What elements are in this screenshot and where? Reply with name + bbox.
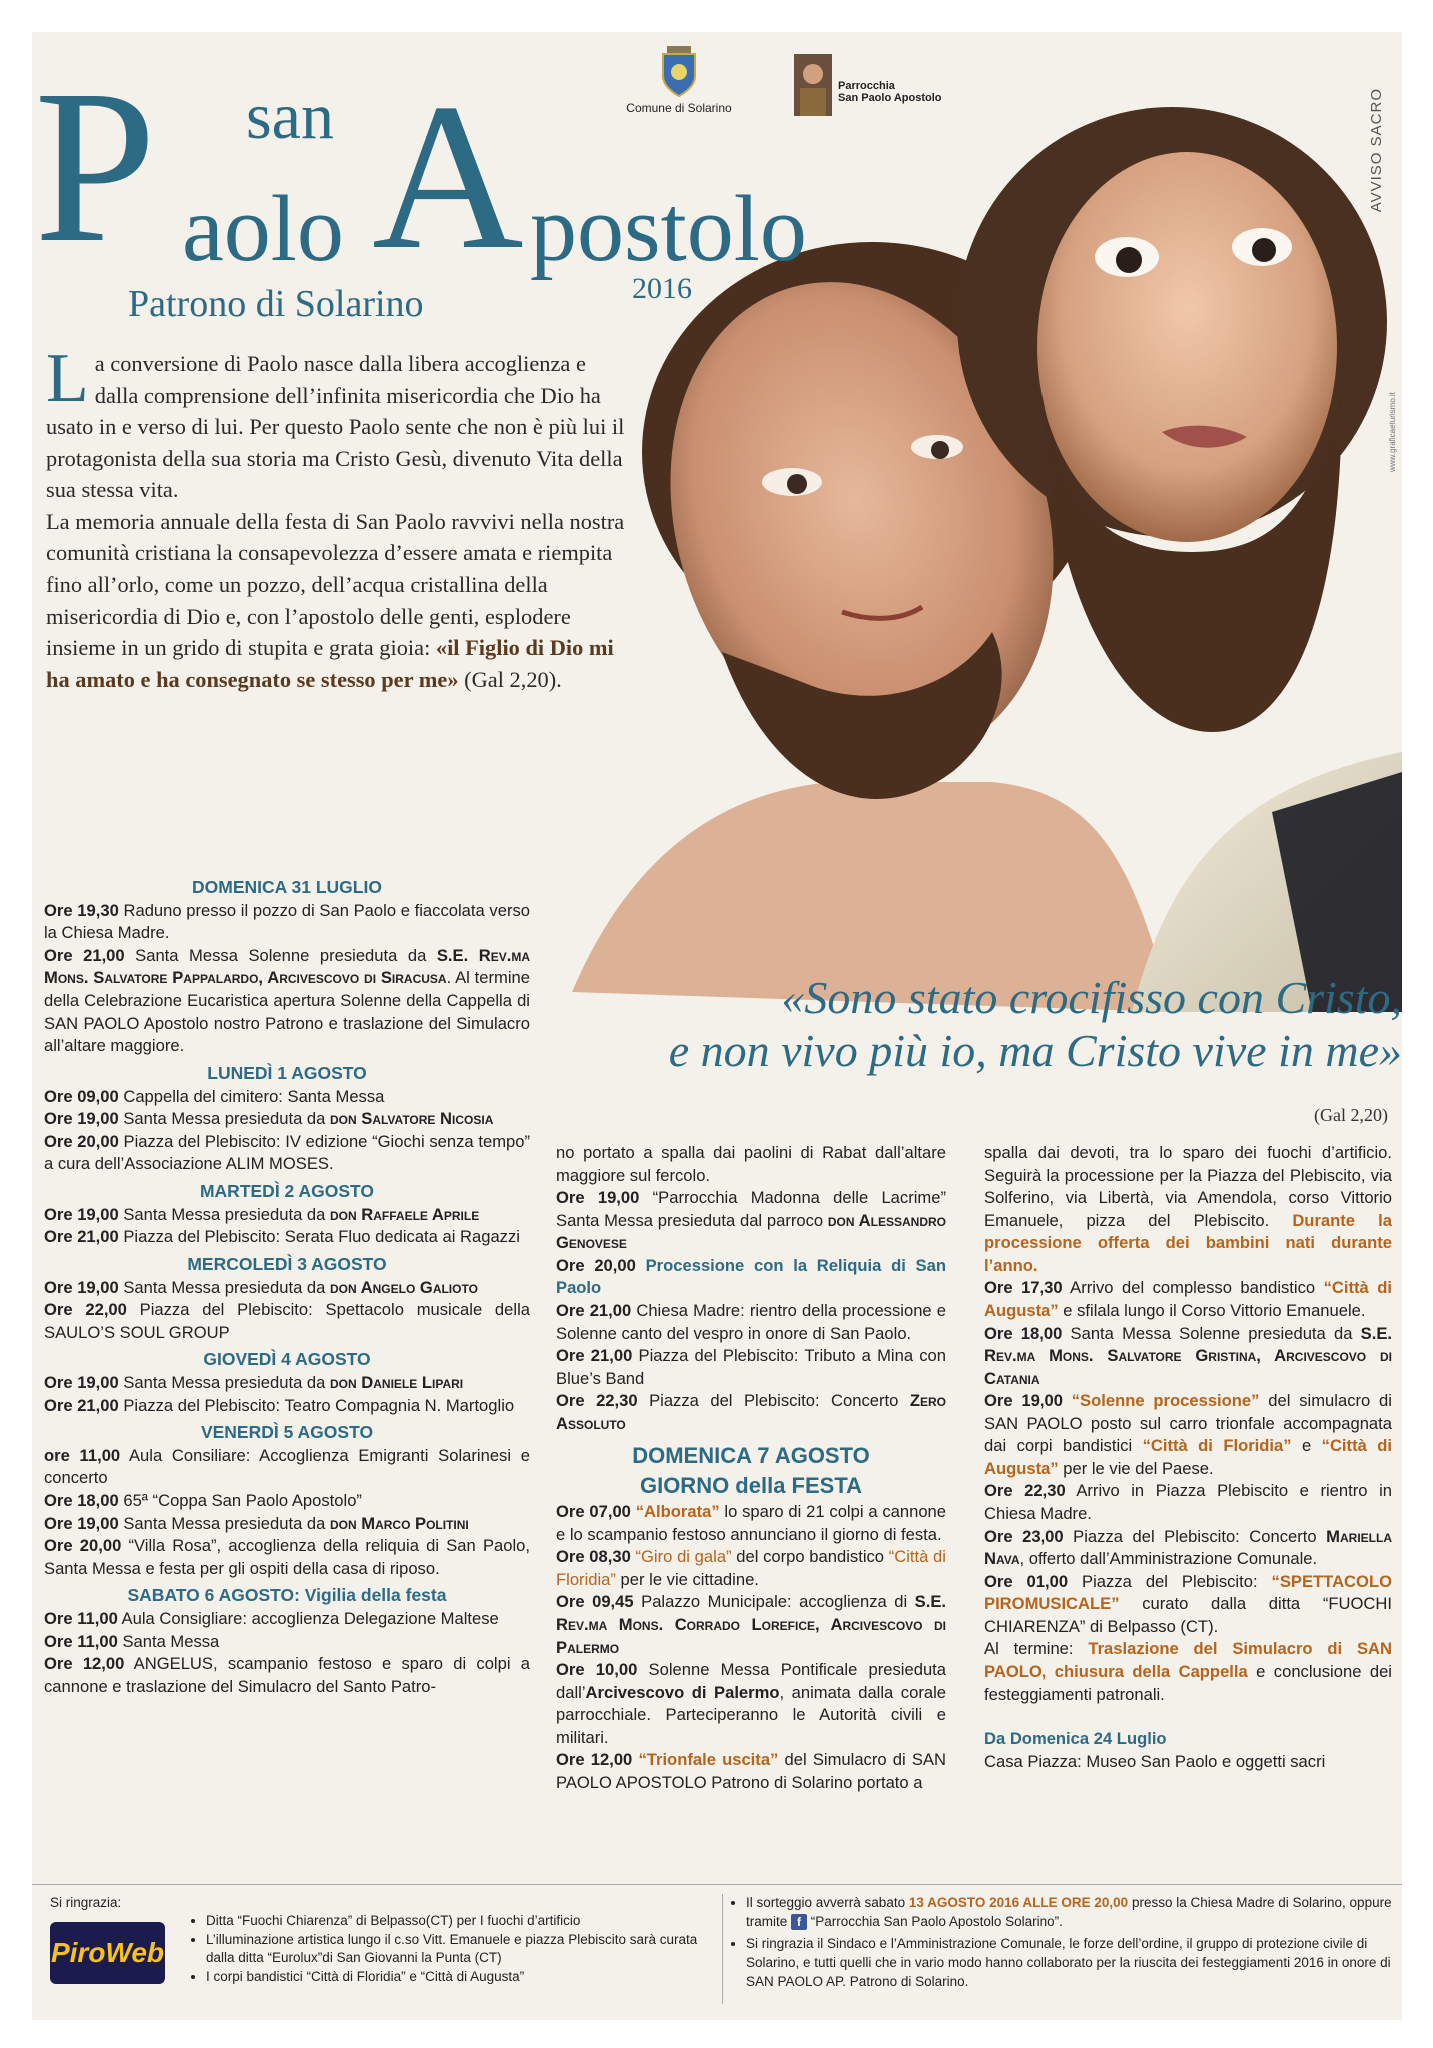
day-heading: MERCOLEDÌ 3 AGOSTO xyxy=(187,1253,387,1274)
event-text: Santa Messa Solenne presieduta da xyxy=(124,945,437,965)
day-heading: DOMENICA 7 AGOSTO xyxy=(632,1443,870,1469)
coat-of-arms-icon xyxy=(657,44,701,98)
day-heading: VENERDÌ 5 AGOSTO xyxy=(200,1422,374,1443)
event-time: Ore 12,00 xyxy=(44,1654,125,1674)
event-time: Ore 20,00 xyxy=(44,1536,122,1556)
program-column-3 xyxy=(984,1142,1392,1773)
event-text: , animata dalla corale parrocchiale. Parteciperanno le Autorità civili e militari. xyxy=(556,1682,946,1747)
event-time: Ore 18,00 xyxy=(44,1491,119,1511)
event-text: no portato a spalla dai paolini di Rabat dall’altare maggiore sul fercolo. xyxy=(556,1143,946,1185)
event-text: Chiesa Madre: rientro della processione e Solenne canto del vespro in onore di San Paolo. xyxy=(556,1300,946,1343)
event-highlight: Traslazione del Simulacro di SAN PAOLO, chiusura della Cappella xyxy=(984,1639,1392,1681)
avviso-sacro-label: AVVISO SACRO xyxy=(1368,88,1385,213)
event-text: Palazzo Municipale: accoglienza di xyxy=(633,1592,915,1612)
poster xyxy=(32,32,1402,2020)
event-time: Ore 21,00 xyxy=(556,1300,632,1320)
event-text: . Al termine della Celebrazione Eucaristica apertura Solenne della Cappella di SAN PAOLO Apostolo nostro Patrono e traslazione del Simulacro all’altare maggiore. xyxy=(44,968,530,1056)
intro-paragraph-2: La memoria annuale della festa di San Paolo ravvivi nella nostra comunità cristiana la consapevolezza d’essere amata e riempita fino all’orlo, come un pozzo, dell’acqua cristallina della misericordia di Dio e, con l’apostolo delle genti, esplodere insieme in un grido di stupita e grata gioia: xyxy=(46,508,625,661)
event-time: Ore 18,00 xyxy=(984,1323,1063,1343)
note-text: presso la Chiesa Madre di Solarino, oppure tramite xyxy=(746,1895,1392,1929)
event-time: Ore 11,00 xyxy=(44,1609,118,1629)
piroweb-logo: PiroWeb xyxy=(50,1922,165,1984)
event-time: Ore 21,00 xyxy=(556,1346,633,1366)
event-time: Ore 21,00 xyxy=(44,1395,119,1415)
page-subtitle: Patrono di Solarino xyxy=(128,283,424,325)
event-celebrant: don Daniele Lipari xyxy=(329,1372,464,1392)
quote-line-2: e non vivo più io, ma Cristo vive in me» xyxy=(668,1024,1402,1076)
event-time: Ore 17,30 xyxy=(984,1278,1063,1298)
event-text: Al termine: xyxy=(984,1639,1089,1659)
footer-divider xyxy=(32,1884,1402,1885)
event-time: Ore 19,30 xyxy=(44,900,119,920)
event-text: Piazza del Plebiscito: Concerto xyxy=(1063,1526,1327,1546)
event-time: Ore 19,00 xyxy=(556,1188,640,1208)
event-celebrant: don Raffaele Aprile xyxy=(329,1204,480,1224)
event-time: Ore 20,00 xyxy=(44,1131,119,1151)
event-time: Ore 20,00 xyxy=(556,1255,636,1275)
day-heading: GIOVEDÌ 4 AGOSTO xyxy=(203,1349,371,1370)
event-celebrant: S.E. Rev.ma Mons. Corrado Lorefice, Arcivescovo di Palermo xyxy=(556,1592,946,1657)
day-heading: MARTEDÌ 2 AGOSTO xyxy=(199,1180,375,1201)
event-text: Cappella del cimitero: Santa Messa xyxy=(118,1086,385,1106)
intro-dropcap: L xyxy=(46,340,89,417)
event-highlight: Processione con la Reliquia di San Paolo xyxy=(556,1255,946,1298)
event-text: del corpo bandistico xyxy=(731,1547,889,1567)
event-time: Ore 12,00 xyxy=(556,1750,633,1770)
event-text: Santa Messa Solenne presieduta da xyxy=(1062,1323,1361,1343)
program-column-2 xyxy=(556,1142,946,1794)
parrocchia-logo xyxy=(794,54,954,116)
museum-text: Casa Piazza: Museo San Paolo e oggetti sacri xyxy=(984,1751,1326,1771)
facebook-icon[interactable]: f xyxy=(791,1914,807,1930)
event-time: Ore 19,00 xyxy=(44,1372,119,1392)
event-celebrant: don Angelo Galioto xyxy=(329,1277,478,1297)
acknowledgement-note: • Si ringrazia il Sindaco e l’Amministrazione Comunale, le forze dell’ordine, il gruppo di protezione civile di Solarino, e tutti quelli che in vario modo hanno collaborato per la riuscita dei festeggiamenti 2016 in onore di SAN PAOLO AP. Patrono di Solarino. xyxy=(746,1935,1392,1991)
quote-line-1: «Sono stato crocifisso con Cristo, xyxy=(781,972,1402,1023)
event-text: Raduno presso il pozzo di San Paolo e fiaccolata verso la Chiesa Madre. xyxy=(44,900,530,943)
event-text: Santa Messa xyxy=(117,1631,220,1651)
event-text: Piazza del Plebiscito: Teatro Compagnia N. Martoglio xyxy=(118,1395,515,1415)
event-text: per le vie cittadine. xyxy=(615,1569,759,1589)
event-time: Ore 23,00 xyxy=(984,1526,1064,1546)
event-celebrant: S.E. Rev.ma Mons. Salvatore Gristina, Arcivescovo di Catania xyxy=(984,1323,1392,1388)
event-text: Arrivo del complesso bandistico xyxy=(1062,1278,1324,1298)
title-letter-p: P xyxy=(34,44,157,288)
event-time: Ore 09,45 xyxy=(556,1592,634,1612)
title-word-postolo: postolo xyxy=(530,177,807,281)
event-text: e sfilala lungo il Corso Vittorio Emanuele. xyxy=(1058,1300,1366,1320)
event-celebrant: don Alessandro Genovese xyxy=(556,1210,946,1253)
event-text: Aula Consigliare: accoglienza Delegazione Maltese xyxy=(117,1609,499,1629)
event-time: Ore 19,00 xyxy=(44,1109,119,1129)
event-text: Piazza del Plebiscito: xyxy=(1068,1571,1272,1591)
event-celebrant: Arcivescovo di Palermo xyxy=(585,1682,780,1702)
title-letter-a: A xyxy=(372,61,524,293)
event-time: Ore 01,00 xyxy=(984,1571,1069,1591)
event-text: Piazza del Plebiscito: Serata Fluo dedicata ai Ragazzi xyxy=(118,1227,520,1247)
event-time: Ore 19,00 xyxy=(44,1277,119,1297)
event-time: Ore 22,30 xyxy=(556,1391,638,1411)
event-text: Santa Messa presieduta da xyxy=(118,1513,330,1533)
event-time: Ore 19,00 xyxy=(44,1513,119,1533)
comune-logo xyxy=(624,44,734,115)
event-performer: Mariella Nava xyxy=(984,1526,1392,1569)
graphic-credit: www.graficaeturismo.it xyxy=(1388,392,1397,473)
event-time: Ore 07,00 xyxy=(556,1502,631,1522)
intro-text xyxy=(46,340,626,695)
event-time: ore 11,00 xyxy=(44,1445,121,1465)
event-highlight: “Trionfale uscita” xyxy=(632,1750,779,1770)
intro-paragraph-1: a conversione di Paolo nasce dalla libera accoglienza e dalla comprensione dell’infinita misericordia che Dio ha usato in e verso di lui. Per questo Paolo sente che non è più lui il protagonista della sua storia ma Cristo Gesù, divenuto Vita della sua stessa vita. xyxy=(46,351,625,503)
event-highlight: “SPETTACOLO PIROMUSICALE” xyxy=(984,1571,1392,1614)
note-highlight: 13 AGOSTO 2016 ALLE ORE 20,00 xyxy=(908,1895,1129,1910)
event-text: lo sparo di 21 colpi a cannone e lo scampanio festoso annunciano il giorno di festa. xyxy=(556,1502,947,1544)
event-text: , offerto dall’Amministrazione Comunale. xyxy=(1019,1549,1318,1569)
intro-bold-quote: «il Figlio di Dio mi ha amato e ha consegnato se stesso per me» xyxy=(46,635,614,692)
day-heading: DOMENICA 31 LUGLIO xyxy=(192,877,382,897)
note-text: Il sorteggio avverrà sabato xyxy=(746,1895,909,1910)
event-time: Ore 21,00 xyxy=(44,1227,119,1247)
event-text: Santa Messa presieduta da xyxy=(118,1109,330,1129)
event-celebrant: S.E. Rev.ma Mons. Salvatore Pappalardo, Arcivescovo di Siracusa xyxy=(44,945,530,988)
event-text: Arrivo in Piazza Plebiscito e rientro in Chiesa Madre. xyxy=(984,1481,1392,1523)
footer-notes xyxy=(732,1894,1392,1991)
event-celebrant: don Marco Politini xyxy=(329,1513,469,1533)
event-text: Solenne Messa Pontificale presieduta dall’ xyxy=(556,1660,947,1702)
event-text: Piazza del Plebiscito: Concerto xyxy=(637,1391,910,1411)
sponsor-item: • Ditta “Fuochi Chiarenza” di Belpasso(CT) per I fuochi d’artificio xyxy=(206,1912,712,1931)
event-highlight: “Giro di gala” xyxy=(630,1547,732,1567)
event-text: Piazza del Plebiscito: Spettacolo musicale della SAULO’S SOUL GROUP xyxy=(44,1300,530,1342)
event-highlight: “Città di Augusta” xyxy=(984,1436,1392,1478)
day-subheading: GIORNO della FESTA xyxy=(639,1473,863,1499)
event-text: Santa Messa presieduta da xyxy=(118,1204,330,1224)
sponsor-item: • L’illuminazione artistica lungo il c.so Vitt. Emanuele e piazza Plebiscito sarà curata dalla ditta “Eurolux”di San Giovanni la Punta (CT) xyxy=(206,1931,712,1968)
event-highlight: “Città di Augusta” xyxy=(984,1278,1393,1320)
event-highlight: “Città di Floridia” xyxy=(1142,1436,1292,1456)
event-time: Ore 10,00 xyxy=(556,1660,638,1680)
event-text: Santa Messa presieduta da xyxy=(118,1277,330,1297)
program-column-1 xyxy=(44,872,530,1698)
event-highlight: Durante la processione offerta dei bambini nati durante l’anno. xyxy=(984,1210,1392,1275)
event-time: Ore 21,00 xyxy=(44,945,125,965)
event-text: Aula Consiliare: Accoglienza Emigranti Solarinesi e concerto xyxy=(44,1445,530,1488)
event-time: Ore 11,00 xyxy=(44,1631,118,1651)
footer-vertical-divider xyxy=(722,1894,723,2004)
event-text: Piazza del Plebiscito: IV edizione “Giochi senza tempo” a cura dell’Associazione ALIM MOSES. xyxy=(44,1131,531,1174)
title-year: 2016 xyxy=(632,272,692,305)
day-heading: SABATO 6 AGOSTO: Vigilia della festa xyxy=(127,1585,447,1606)
note-text: “Parrocchia San Paolo Apostolo Solarino”. xyxy=(810,1913,1063,1929)
event-text: Piazza del Plebiscito: Tributo a Mina con Blue’s Band xyxy=(556,1346,946,1388)
event-text: e xyxy=(1291,1436,1322,1456)
sponsor-item: • I corpi bandistici “Città di Floridia” e “Città di Augusta” xyxy=(206,1968,712,1987)
event-text: Santa Messa presieduta da xyxy=(118,1372,330,1392)
event-time: Ore 09,00 xyxy=(44,1086,119,1106)
day-heading: LUNEDÌ 1 AGOSTO xyxy=(207,1062,367,1083)
footer-sponsors xyxy=(192,1912,712,1987)
event-text: spalla dai devoti, tra lo sparo dei fuochi d’artificio. Seguirà la processione per la Piazza del Plebiscito, via Solferino, via Libertà, via Amendola, corso Vittorio Emanuele, pizza del Plebiscito. xyxy=(984,1143,1392,1230)
intro-ref: (Gal 2,20). xyxy=(458,666,562,692)
event-performer: Zero Assoluto xyxy=(556,1391,946,1433)
main-quote xyxy=(532,972,1402,1078)
event-text: del simulacro di SAN PAOLO posto sul carro trionfale accompagnata dai corpi bandistici xyxy=(984,1391,1392,1456)
event-text: e conclusione dei festeggiamenti patronali. xyxy=(984,1661,1392,1704)
event-text: “Parrocchia Madonna delle Lacrime” Santa Messa presieduta dal parroco xyxy=(556,1188,946,1230)
quote-reference: (Gal 2,20) xyxy=(1314,1105,1388,1125)
event-time: Ore 22,00 xyxy=(44,1300,127,1320)
event-text: “Villa Rosa”, accoglienza della reliquia di San Paolo, Santa Messa e festa per gli ospiti della casa di riposo. xyxy=(44,1536,530,1578)
event-highlight: “Solenne processione” xyxy=(1062,1391,1260,1411)
event-celebrant: don Salvatore Nicosia xyxy=(329,1109,494,1129)
event-time: Ore 08,30 xyxy=(556,1547,631,1567)
event-time: Ore 19,00 xyxy=(984,1391,1063,1411)
title-word-aolo: aolo xyxy=(182,177,344,281)
thanks-label: Si ringrazia: xyxy=(50,1895,122,1910)
parrocchia-label-1: Parrocchia xyxy=(838,80,895,92)
event-highlight: “Città di Floridia” xyxy=(556,1547,946,1589)
event-text: ANGELUS, scampanio festoso e sparo di colpi a cannone e traslazione del Simulacro del Santo Patro- xyxy=(44,1654,530,1696)
parrocchia-label-2: San Paolo Apostolo xyxy=(838,92,942,104)
saint-portrait-icon xyxy=(794,54,832,116)
event-highlight: “Alborata” xyxy=(630,1502,720,1522)
comune-label: Comune di Solarino xyxy=(626,101,732,115)
event-text: 65ª “Coppa San Paolo Apostolo” xyxy=(118,1491,362,1511)
lottery-note xyxy=(746,1894,1392,1931)
title-word-san: san xyxy=(246,80,334,153)
museum-heading: Da Domenica 24 Luglio xyxy=(984,1729,1167,1749)
event-text: per le vie del Paese. xyxy=(1058,1458,1214,1478)
event-text: del Simulacro di SAN PAOLO APOSTOLO Patrono di Solarino portato a xyxy=(556,1750,946,1792)
event-time: Ore 22,30 xyxy=(984,1481,1066,1501)
event-text: curato dalla ditta “FUOCHI CHIARENZA” di Belpasso (CT). xyxy=(984,1594,1392,1636)
event-time: Ore 19,00 xyxy=(44,1204,119,1224)
